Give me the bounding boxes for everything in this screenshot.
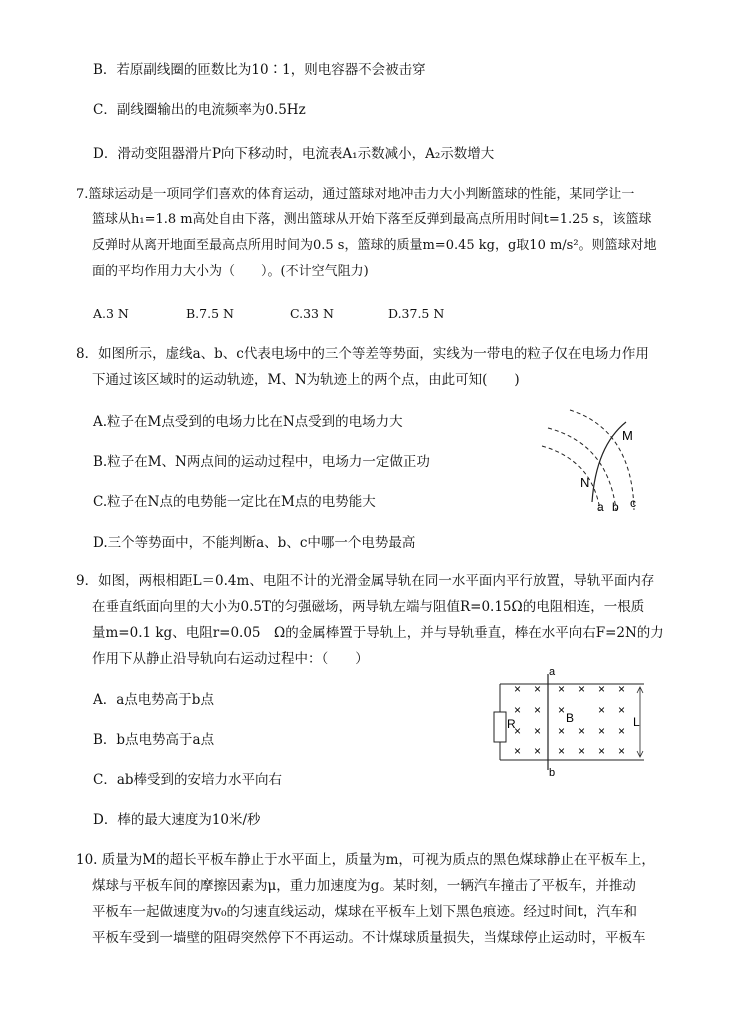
rod-end-b-label: b: [549, 767, 556, 778]
q9-line-2: 在垂直纸面向里的大小为0.5T的匀强磁场，两导轨左端与阻值R=0.15Ω的电阻相连，一根质: [92, 599, 645, 615]
field-label: B: [566, 711, 575, 725]
q9-option-a: A．a点电势高于b点: [93, 692, 214, 708]
q7-option-a: A.3 N: [93, 306, 129, 321]
q6-option-d: D．滑动变阻器滑片P向下移动时，电流表A₁示数减小，A₂示数增大: [93, 146, 495, 162]
field-cross-mark: ×: [558, 744, 566, 758]
q9-option-d: D．棒的最大速度为10米/秒: [93, 812, 261, 828]
q7-option-c: C.33 N: [290, 306, 334, 321]
rail-figure: [488, 666, 658, 778]
q9-line-4: 作用下从静止沿导轨向右运动过程中：（ ）: [92, 651, 369, 667]
q8-option-d: D.三个等势面中，不能判断a、b、c中哪一个电势最高: [93, 535, 416, 551]
width-label: L: [633, 715, 640, 729]
q7-line-4: 面的平均作用力大小为（ ）。(不计空气阻力): [92, 264, 369, 279]
rod-end-a-label: a: [549, 666, 556, 678]
field-cross-mark: ×: [534, 703, 542, 717]
field-cross-mark: ×: [558, 724, 566, 738]
particle-trajectory: [592, 422, 626, 502]
line-a-label: a: [597, 500, 604, 514]
equipotential-figure: [540, 408, 670, 518]
line-b-label: b: [612, 500, 619, 514]
q7-line-2: 篮球从h₁=1.8 m高处自由下落，测出篮球从开始下落至反弹到最高点所用时间t=1.25 s，该篮球: [92, 212, 652, 227]
field-cross-mark: ×: [534, 724, 542, 738]
field-cross-mark: ×: [598, 703, 606, 717]
q9-option-b: B．b点电势高于a点: [93, 732, 215, 748]
field-cross-mark: ×: [514, 703, 522, 717]
q9-line-1: 9．如图，两根相距L＝0.4m、电阻不计的光滑金属导轨在同一水平面内平行放置，导轨平面内存: [76, 573, 655, 589]
q10-line-1: 10. 质量为M的超长平板车静止于水平面上，质量为m，可视为质点的黑色煤球静止在平板车上，: [76, 852, 655, 868]
field-cross-mark: ×: [558, 682, 566, 696]
resistor-label: R: [507, 717, 516, 731]
field-cross-mark: ×: [598, 682, 606, 696]
q7-line-3: 反弹时从离开地面至最高点所用时间为0.5 s，篮球的质量m=0.45 kg，g取10 m/s²。则篮球对地: [92, 238, 657, 253]
field-cross-mark: ×: [618, 703, 626, 717]
field-cross-mark: ×: [578, 744, 586, 758]
field-cross-mark: ×: [578, 724, 586, 738]
field-cross-mark: ×: [578, 682, 586, 696]
field-cross-mark: ×: [598, 724, 606, 738]
q10-line-4: 平板车受到一墙壁的阻碍突然停下不再运动。不计煤球质量损失，当煤球停止运动时，平板车: [92, 930, 646, 946]
q7-option-d: D.37.5 N: [388, 306, 445, 321]
resistor: [494, 712, 506, 742]
field-cross-mark: ×: [618, 682, 626, 696]
q10-line-3: 平板车一起做速度为v₀的匀速直线运动，煤球在平板车上划下黑色痕迹。经过时间t，汽车和: [92, 904, 637, 920]
line-c-label: c: [630, 496, 636, 510]
equipotential-c: [570, 410, 634, 510]
field-cross-mark: ×: [618, 744, 626, 758]
q6-option-c: C．副线圈输出的电流频率为0.5Hz: [93, 102, 306, 118]
q9-line-3: 量m=0.1 kg、电阻r=0.05 Ω的金属棒置于导轨上，并与导轨垂直，棒在水平向右F=2N的力: [92, 625, 664, 641]
field-cross-mark: ×: [514, 744, 522, 758]
q10-line-2: 煤球与平板车间的摩擦因素为μ，重力加速度为g。某时刻，一辆汽车撞击了平板车，并推动: [92, 878, 636, 894]
q7-line-1: 7.篮球运动是一项同学们喜欢的体育运动，通过篮球对地冲击力大小判断篮球的性能，某同学让一: [76, 187, 635, 202]
field-cross-mark: ×: [514, 724, 522, 738]
field-cross-mark: ×: [514, 682, 522, 696]
equipotential-b: [548, 428, 616, 510]
point-n-label: N: [580, 475, 590, 490]
field-cross-mark: ×: [598, 744, 606, 758]
point-m-label: M: [622, 428, 633, 443]
equipotential-a: [542, 446, 600, 510]
q8-line-2: 下通过该区域时的运动轨迹，M、N为轨迹上的两个点，由此可知( ): [92, 372, 520, 388]
field-cross-mark: ×: [558, 703, 566, 717]
q8-line-1: 8．如图所示，虚线a、b、c代表电场中的三个等差等势面，实线为一带电的粒子仅在电场力作用: [76, 346, 649, 362]
q8-option-c: C.粒子在N点的电势能一定比在M点的电势能大: [93, 494, 376, 510]
q6-option-b: B．若原副线圈的匝数比为10∶1，则电容器不会被击穿: [93, 62, 426, 78]
field-cross-mark: ×: [534, 744, 542, 758]
field-cross-mark: ×: [618, 724, 626, 738]
q8-option-b: B.粒子在M、N两点间的运动过程中，电场力一定做正功: [93, 454, 430, 470]
q9-option-c: C．ab棒受到的安培力水平向右: [93, 772, 283, 788]
q7-option-b: B.7.5 N: [186, 306, 234, 321]
field-cross-mark: ×: [534, 682, 542, 696]
q8-option-a: A.粒子在M点受到的电场力比在N点受到的电场力大: [93, 414, 403, 430]
